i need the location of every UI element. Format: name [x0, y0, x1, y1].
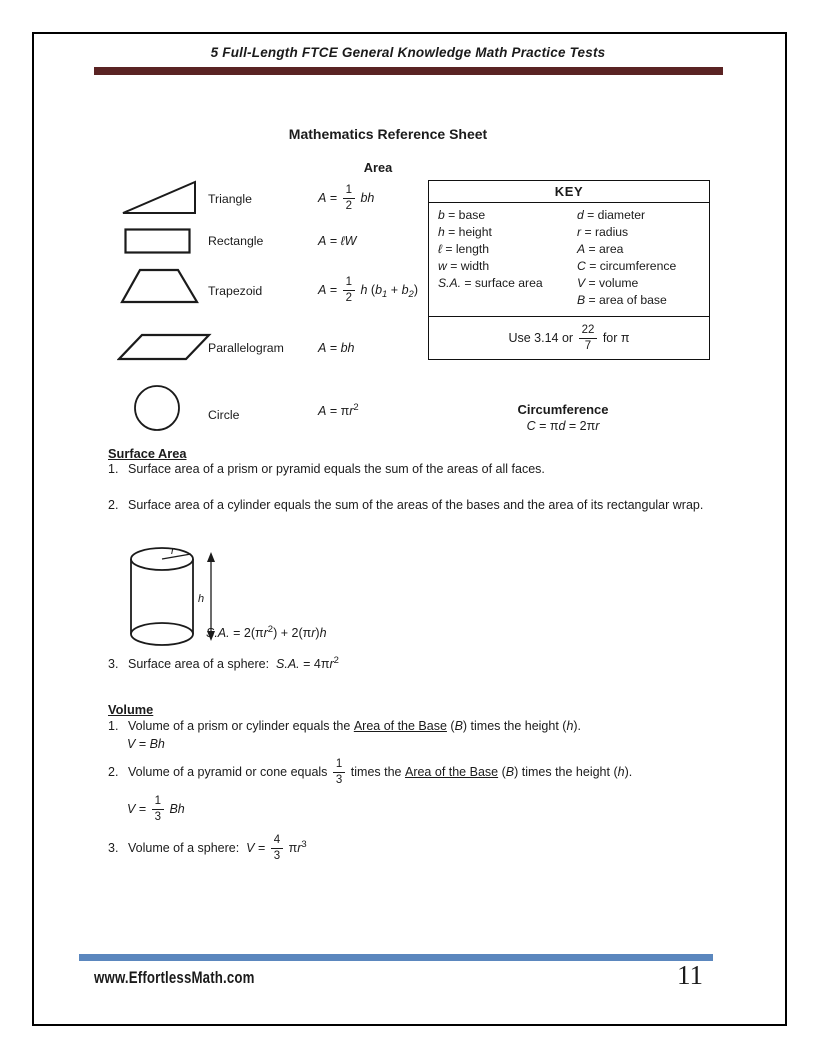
pi-approximation-note: Use 3.14 or $\frac{22}{7}$ for π — [429, 316, 709, 359]
key-column-right — [577, 207, 709, 309]
page-number: 11 — [677, 960, 703, 990]
formula-trapezoid-area: A = $\frac{1}{2}$ h ( b 1 + b 2 ) — [318, 276, 418, 304]
key-item-volume: V = volume — [577, 276, 639, 290]
key-item-radius: r = radius — [577, 225, 629, 239]
footer-rule — [79, 954, 713, 961]
circumference-block — [458, 402, 668, 433]
surface-area-item-3 — [108, 654, 339, 671]
height-label: h — [198, 593, 205, 605]
area-column-header: Area — [363, 160, 393, 175]
formula-rectangle-area: A = ℓW — [318, 234, 357, 248]
item-number: 3. — [108, 841, 119, 855]
surface-area-heading: Surface Area — [108, 446, 187, 461]
circumference-title: Circumference — [517, 402, 609, 417]
key-item-height: h = height — [438, 225, 492, 239]
parallelogram-shape-icon — [117, 333, 212, 362]
volume-item-1 — [108, 719, 581, 733]
item-text: Surface area of a cylinder equals the sum of the areas of the bases and the area of its rectangular wrap. — [128, 498, 704, 512]
item-text: Volume of a pyramid or cone equals $\frac{1}{3}$ times the Area of the Base ( B ) times the height ( h ). — [128, 758, 633, 786]
item-text: Volume of a sphere: V = $\frac{4}{3}$ π r 3 — [128, 834, 307, 862]
volume-heading: Volume — [108, 702, 154, 717]
trapezoid-shape-icon — [120, 268, 199, 304]
rectangle-shape-icon — [124, 228, 191, 254]
circle-shape-icon — [133, 384, 182, 433]
shape-label-trapezoid: Trapezoid — [208, 284, 263, 298]
formula-parallelogram-area: A = bh — [318, 341, 355, 355]
key-item-diameter: d = diameter — [577, 208, 646, 222]
radius-label: r — [171, 545, 175, 557]
item-number: 2. — [108, 498, 119, 512]
book-header-title: 5 Full-Length FTCE General Knowledge Math Practice Tests — [210, 45, 606, 60]
item-number: 3. — [108, 657, 119, 671]
formula-circle-area: A = π r 2 — [318, 401, 359, 418]
key-item-width: w = width — [438, 259, 490, 273]
item-number: 2. — [108, 765, 119, 779]
key-item-area-of-base: B = area of base — [577, 293, 667, 307]
sheet-title: Mathematics Reference Sheet — [288, 126, 488, 142]
triangle-shape-icon — [121, 179, 197, 215]
key-item-base: b = base — [438, 208, 486, 222]
key-column-left — [438, 207, 577, 309]
item-text: Volume of a prism or cylinder equals the Area of the Base ( B ) times the height ( h ). — [128, 719, 582, 733]
key-box — [428, 180, 710, 360]
volume-item-2 — [108, 756, 632, 788]
formula-volume-prism: V = Bh — [127, 737, 165, 751]
formula-triangle-area: A = $\frac{1}{2}$ bh — [318, 184, 375, 212]
key-item-length: ℓ = length — [438, 242, 490, 256]
formula-circumference: C = π d = 2π r — [526, 419, 600, 433]
shape-label-triangle: Triangle — [208, 192, 252, 206]
shape-label-circle: Circle — [208, 408, 240, 422]
surface-area-item-1 — [108, 462, 545, 476]
shape-label-parallelogram: Parallelogram — [208, 341, 284, 355]
item-text: Surface area of a sphere: S.A. = 4π r 2 — [128, 654, 339, 671]
key-item-surface-area: S.A. = surface area — [438, 276, 543, 290]
item-text: Surface area of a prism or pyramid equals the sum of the areas of all faces. — [128, 462, 545, 476]
formula-volume-pyramid: V = $\frac{1}{3}$ Bh — [127, 795, 185, 823]
header-rule — [94, 67, 723, 75]
formula-cylinder-surface-area: S.A. = 2(π r 2 ) + 2(π r ) h — [206, 623, 327, 640]
shape-label-rectangle: Rectangle — [208, 234, 264, 248]
key-item-circumference: C = circumference — [577, 259, 677, 273]
volume-item-3 — [108, 831, 307, 865]
key-item-area: A = area — [577, 242, 624, 256]
key-box-body — [429, 203, 709, 316]
surface-area-item-2 — [108, 497, 706, 514]
item-number: 1. — [108, 719, 119, 733]
website-url: www.EffortlessMath.com — [94, 968, 255, 987]
item-number: 1. — [108, 462, 119, 476]
key-box-title: KEY — [429, 181, 709, 203]
